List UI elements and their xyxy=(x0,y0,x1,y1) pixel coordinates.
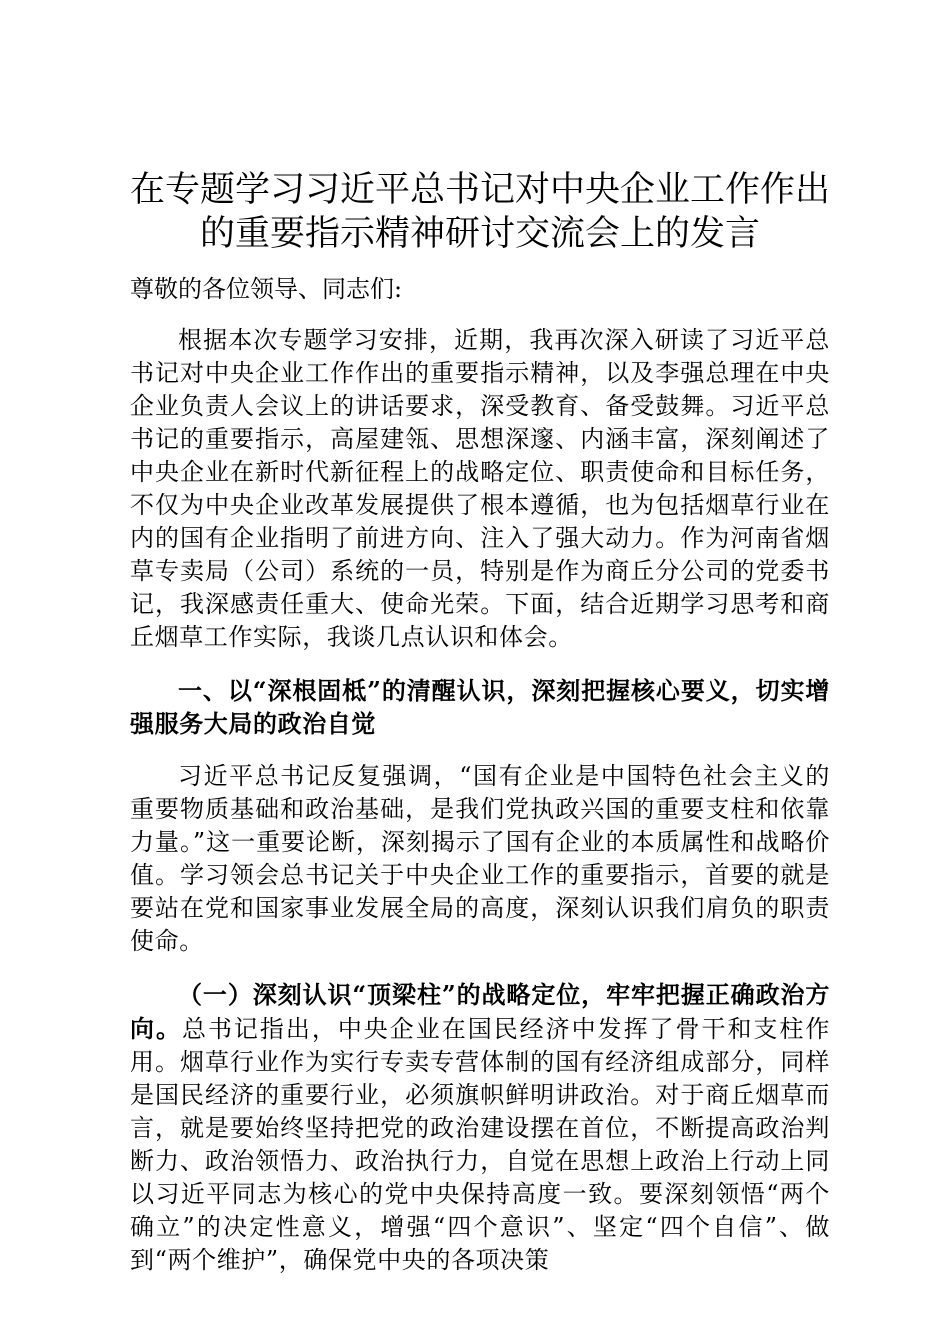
title-line-1: 在专题学习习近平总书记对中央企业工作作出 xyxy=(130,170,831,210)
document-page xyxy=(130,168,830,1277)
salutation: 尊敬的各位领导、同志们: xyxy=(130,275,403,303)
subsection-body: 总书记指出，中央企业在国民经济中发挥了骨干和支柱作用。烟草行业作为实行专卖专营体制的国有经济组成部分，同样是国民经济的重要行业，必须旗帜鲜明讲政治。对于商丘烟草而言，就是要始终坚持把党的政治建设摆在首位，不断提高政治判断力、政治领悟力、政治执行力，自觉在思想上政治上行动上同以习近平同志为核心的党中央保持高度一致。要深刻领悟“两个确立”的决定性意义，增强“四个意识”、坚定“四个自信”、做到“两个维护”，确保党中央的各项决策 xyxy=(130,1015,831,1274)
document-title xyxy=(130,168,830,256)
paragraph-section-1: 习近平总书记反复强调，“国有企业是中国特色社会主义的重要物质基础和政治基础，是我们党执政兴国的重要支柱和依靠力量。”这一重要论断，深刻揭示了国有企业的本质属性和战略价值。学习领会总书记关于中央企业工作的重要指示，首要的就是要站在党和国家事业发展全局的高度，深刻认识我们肩负的职责使命。 xyxy=(130,762,830,955)
paragraph-subsection-1 xyxy=(130,978,830,1277)
subsection-lead: （一）深刻认识“顶梁柱”的战略定位，牢牢把握正确政治方向。 xyxy=(130,980,830,1043)
section-heading-1: 一、以“深根固柢”的清醒认识，深刻把握核心要义，切实增强服务大局的政治自觉 xyxy=(130,676,830,738)
paragraph-intro: 根据本次专题学习安排，近期，我再次深入研读了习近平总书记对中央企业工作作出的重要指示精神，以及李强总理在中央企业负责人会议上的讲话要求，深受教育、备受鼓舞。习近平总书记的重要指示，高屋建瓴、思想深邃、内涵丰富，深刻阐述了中央企业在新时代新征程上的战略定位、职责使命和目标任务，不仅为中央企业改革发展提供了根本遵循，也为包括烟草行业在内的国有企业指明了前进方向、注入了强大动力。作为河南省烟草专卖局（公司）系统的一员，特别是作为商丘分公司的党委书记，我深感责任重大、使命光荣。下面，结合近期学习思考和商丘烟草工作实际，我谈几点认识和体会。 xyxy=(130,326,830,651)
title-line-2: 的重要指示精神研讨交流会上的发言 xyxy=(199,214,760,254)
